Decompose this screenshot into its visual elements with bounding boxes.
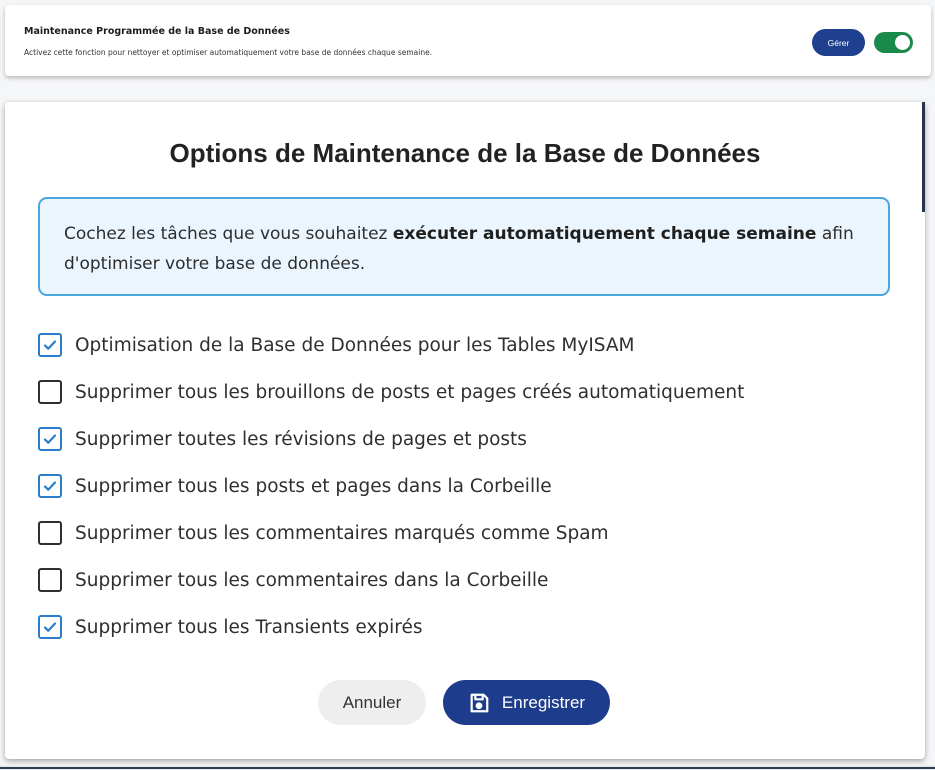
option-row[interactable]: [38, 426, 898, 452]
option-row[interactable]: [38, 332, 898, 358]
checkmark-icon: [42, 337, 58, 353]
modal-title: Options de Maintenance de la Base de Données: [169, 138, 761, 168]
save-button[interactable]: [443, 680, 610, 725]
info-box: [38, 197, 890, 296]
option-label: Supprimer tous les commentaires dans la Corbeille: [75, 569, 549, 591]
option-row[interactable]: [38, 379, 898, 405]
option-row[interactable]: [38, 614, 898, 640]
checkbox[interactable]: [38, 427, 62, 451]
page-bottom-border: [0, 765, 935, 770]
info-text-bold: exécuter automatiquement chaque semaine: [392, 224, 817, 244]
checkbox[interactable]: [38, 333, 62, 357]
cancel-button[interactable]: Annuler: [318, 680, 426, 725]
option-label: Supprimer tous les commentaires marqués comme Spam: [75, 522, 609, 544]
option-row[interactable]: [38, 473, 898, 499]
checkbox[interactable]: [38, 521, 62, 545]
manage-button[interactable]: Gérer: [812, 29, 865, 56]
checkbox[interactable]: [38, 380, 62, 404]
checkbox[interactable]: [38, 615, 62, 639]
checkmark-icon: [42, 431, 58, 447]
option-label: Supprimer tous les posts et pages dans la Corbeille: [75, 475, 552, 497]
floppy-disk-icon: [468, 692, 490, 714]
maintenance-options-modal: [5, 102, 925, 759]
checkmark-icon: [42, 619, 58, 635]
checkmark-icon: [42, 478, 58, 494]
option-label: Supprimer tous les brouillons de posts et pages créés automatiquement: [75, 381, 745, 403]
save-button-label: Enregistrer: [501, 692, 586, 712]
maintenance-toggle[interactable]: [874, 32, 913, 53]
option-row[interactable]: [38, 520, 898, 546]
option-label: Optimisation de la Base de Données pour les Tables MyISAM: [75, 334, 635, 356]
toggle-knob: [895, 35, 910, 50]
checkbox[interactable]: [38, 568, 62, 592]
info-text-suffix: afin d'optimiser votre base de données.: [64, 224, 854, 274]
card-description: Activez cette fonction pour nettoyer et optimiser automatiquement votre base de données chaque semaine.: [24, 48, 433, 57]
checkbox[interactable]: [38, 474, 62, 498]
option-label: Supprimer toutes les révisions de pages et posts: [75, 428, 527, 450]
option-label: Supprimer tous les Transients expirés: [75, 616, 423, 638]
card-title: Maintenance Programmée de la Base de Données: [24, 26, 290, 37]
scheduled-maintenance-card: [5, 5, 931, 76]
option-row[interactable]: [38, 567, 898, 593]
info-text-prefix: Cochez les tâches que vous souhaitez: [64, 224, 393, 244]
